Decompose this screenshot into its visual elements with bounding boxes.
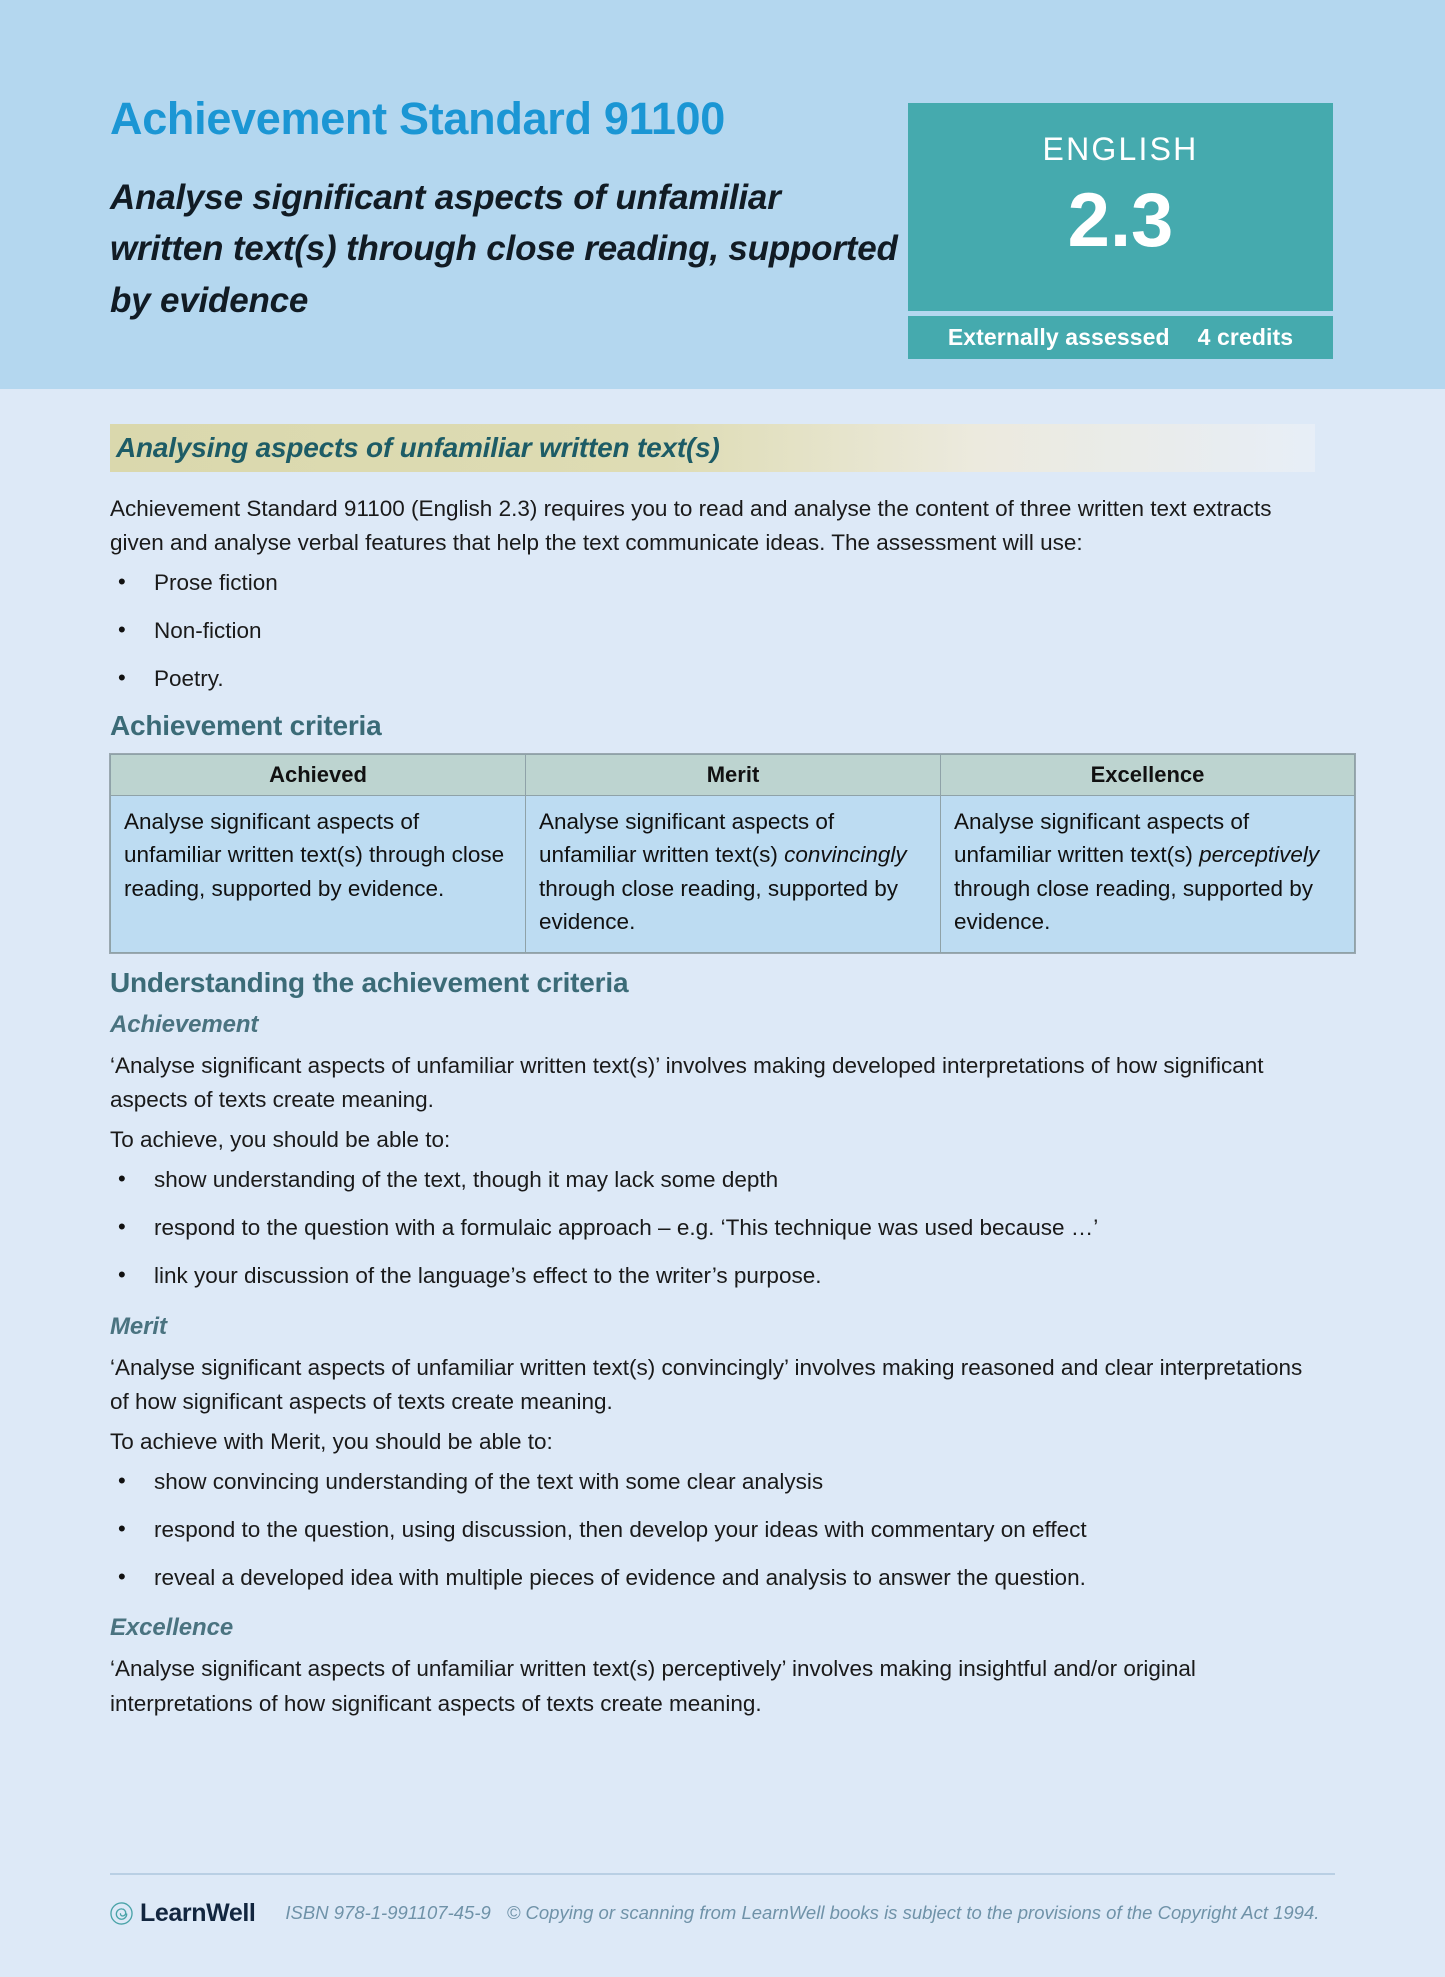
list-item: • respond to the question with a formulaic approach – e.g. ‘This technique was used because …’: [110, 1211, 1335, 1245]
level-heading-merit: Merit: [110, 1312, 167, 1340]
achievement-criteria-table: [110, 754, 1355, 953]
level-definition-merit: ‘Analyse significant aspects of unfamiliar written text(s) convincingly’ involves making reasoned and clear interpretations of how significant aspects of texts create meaning.: [110, 1354, 1303, 1414]
column-header-achieved: Achieved: [111, 754, 526, 795]
table-row: [111, 795, 1355, 952]
section-heading-bar: [110, 424, 1315, 472]
list-item: • reveal a developed idea with multiple pieces of evidence and analysis to answer the question.: [110, 1561, 1335, 1595]
header-band: [0, 0, 1445, 389]
cell-text-emphasis: perceptively: [1199, 842, 1320, 868]
level-leadin-achievement: To achieve, you should be able to:: [110, 1127, 451, 1153]
intro-bullet-list: [110, 566, 1335, 695]
assessment-type-label: Externally assessed: [947, 324, 1170, 350]
merit-bullet-list: [110, 1465, 1335, 1594]
list-item: • respond to the question, using discussion, then develop your ideas with commentary on effect: [110, 1513, 1335, 1547]
list-item: • Non-fiction: [110, 614, 1335, 648]
achievement-bullet-list: [110, 1163, 1335, 1292]
cell-text-post: through close reading, supported by evidence.: [539, 875, 898, 935]
main-content: [110, 424, 1335, 1727]
table-header-row: [111, 754, 1355, 795]
cell-text-pre: Analyse significant aspects of unfamiliar written text(s): [539, 808, 835, 868]
criteria-cell-excellence: [941, 795, 1355, 952]
criteria-cell-merit: [526, 795, 941, 952]
learnwell-logo: [110, 1899, 255, 1928]
standard-subtitle: Analyse significant aspects of unfamiliar written text(s) through close reading, supported by evidence: [110, 178, 898, 320]
cell-text-post: through close reading, supported by evidence.: [954, 875, 1313, 935]
column-header-merit: Merit: [526, 754, 941, 795]
level-heading-achievement: Achievement: [110, 1010, 259, 1038]
list-item: • link your discussion of the language’s effect to the writer’s purpose.: [110, 1259, 1335, 1293]
criteria-cell-achieved: [111, 795, 526, 952]
cell-text-pre: Analyse significant aspects of unfamiliar written text(s) through close reading, supported by evidence.: [124, 808, 505, 901]
list-item: • show understanding of the text, though it may lack some depth: [110, 1163, 1335, 1197]
footer-divider: [110, 1873, 1335, 1875]
column-header-excellence: Excellence: [941, 754, 1355, 795]
badge-standard-number: 2.3: [1067, 178, 1174, 263]
credits-label: 4 credits: [1197, 324, 1294, 350]
level-heading-excellence: Excellence: [110, 1614, 234, 1642]
level-definition-achievement: ‘Analyse significant aspects of unfamiliar written text(s)’ involves making developed interpretations of how significant aspects of texts create meaning.: [110, 1052, 1264, 1112]
level-definition-excellence: ‘Analyse significant aspects of unfamiliar written text(s) perceptively’ involves making insightful and/or original interpretations of how significant aspects of texts create meaning.: [110, 1656, 1196, 1716]
cell-text-emphasis: convincingly: [784, 842, 907, 868]
footer-copyright: © Copying or scanning from LearnWell books is subject to the provisions of the Copyright Act 1994.: [506, 1902, 1320, 1923]
brand-name: LearnWell: [140, 1898, 256, 1927]
subject-badge: [908, 103, 1333, 311]
section-heading-text: Analysing aspects of unfamiliar written text(s): [116, 432, 720, 463]
list-item: • show convincing understanding of the text with some clear analysis: [110, 1465, 1335, 1499]
cell-text-pre: Analyse significant aspects of unfamiliar written text(s): [954, 808, 1250, 868]
level-leadin-merit: To achieve with Merit, you should be able to:: [110, 1428, 553, 1454]
spiral-icon: [110, 1902, 133, 1925]
page-footer: [110, 1893, 1350, 1933]
page-title: Achievement Standard 91100: [110, 93, 725, 144]
list-item: • Prose fiction: [110, 566, 1335, 600]
footer-isbn: ISBN 978-1-991107-45-9: [285, 1902, 491, 1923]
intro-paragraph: Achievement Standard 91100 (English 2.3) requires you to read and analyse the content of three written text extracts given and analyse verbal features that help the text communicate ideas. The assessment will use:: [110, 496, 1272, 556]
badge-subject-label: ENGLISH: [1042, 131, 1199, 167]
badge-assessment-strip: [908, 316, 1333, 359]
header-inner: [110, 0, 1335, 389]
understanding-criteria-heading: Understanding the achievement criteria: [110, 966, 629, 998]
list-item: • Poetry.: [110, 662, 1335, 696]
achievement-criteria-heading: Achievement criteria: [110, 709, 382, 741]
